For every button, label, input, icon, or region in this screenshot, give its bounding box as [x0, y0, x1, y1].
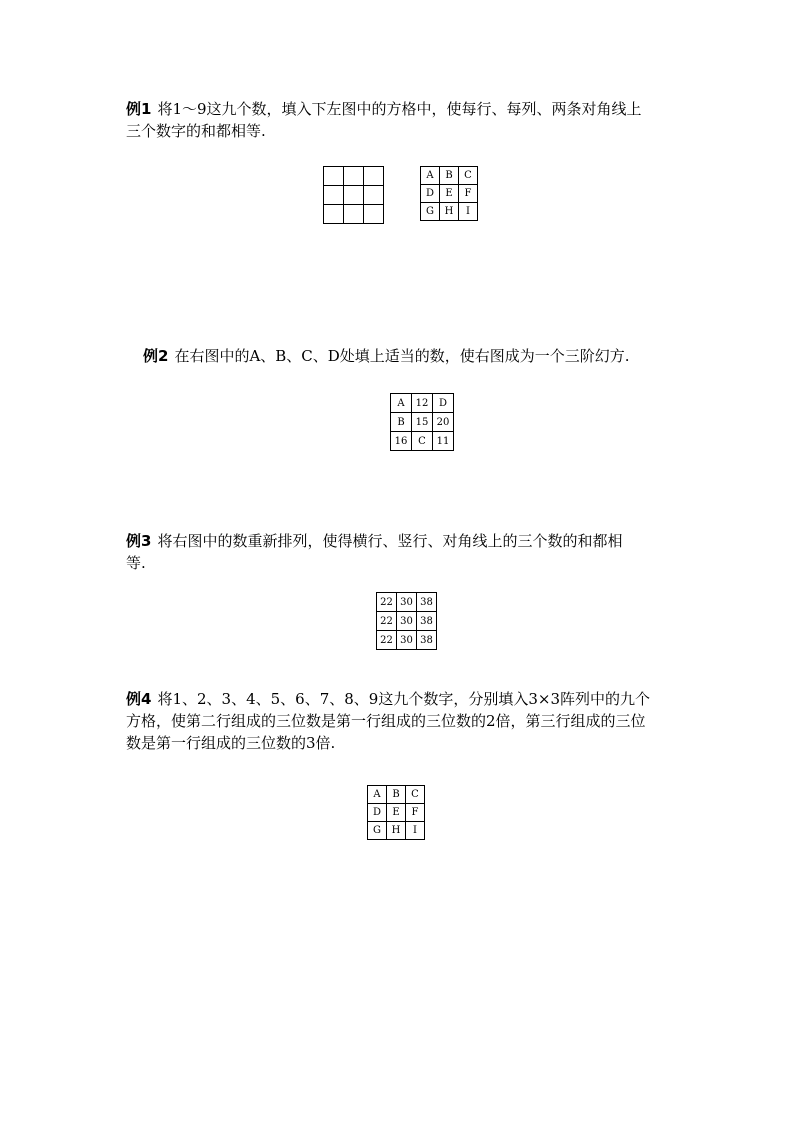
grid-cell: 30	[397, 593, 417, 612]
grid-cell	[324, 167, 344, 186]
grid-cell: E	[387, 804, 406, 822]
example-3-label: 例3	[126, 532, 152, 550]
example-1-line2: 三个数字的和都相等.	[126, 122, 266, 140]
grid-cell: D	[433, 394, 454, 413]
example-4-label: 例4	[126, 690, 152, 708]
grid-cell: G	[368, 822, 387, 840]
example-2-text	[143, 345, 703, 367]
example-3-line1: 将右图中的数重新排列，使得横行、竖行、对角线上的三个数的和都相	[157, 532, 623, 550]
example-4-line2: 方格，使第二行组成的三位数是第一行组成的三位数的2倍，第三行组成的三位	[126, 712, 646, 730]
grid-cell: 38	[417, 612, 437, 631]
example-3-grid	[376, 592, 437, 650]
grid-cell: 22	[377, 593, 397, 612]
grid-cell: F	[406, 804, 425, 822]
grid-cell: H	[387, 822, 406, 840]
grid-cell: 22	[377, 612, 397, 631]
grid-cell: D	[421, 185, 440, 203]
grid-cell	[344, 186, 364, 205]
grid-cell: A	[391, 394, 412, 413]
grid-cell: 38	[417, 593, 437, 612]
grid-cell: 11	[433, 432, 454, 451]
example-4-text	[126, 688, 696, 754]
grid-cell: 15	[412, 413, 433, 432]
grid-cell: B	[391, 413, 412, 432]
grid-cell: 12	[412, 394, 433, 413]
grid-cell	[344, 205, 364, 224]
grid-cell: C	[412, 432, 433, 451]
grid-cell: C	[459, 167, 478, 185]
example-1-empty-grid	[323, 166, 384, 224]
example-3-line2: 等.	[126, 554, 146, 572]
example-2-grid	[390, 393, 454, 451]
example-1-line1: 将1～9这九个数，填入下左图中的方格中，使每行、每列、两条对角线上	[157, 100, 642, 118]
grid-cell: 30	[397, 631, 417, 650]
grid-cell: H	[440, 203, 459, 221]
grid-cell	[364, 186, 384, 205]
grid-cell: 30	[397, 612, 417, 631]
grid-cell: 20	[433, 413, 454, 432]
grid-cell	[324, 186, 344, 205]
grid-cell: E	[440, 185, 459, 203]
example-2-label: 例2	[143, 347, 169, 365]
example-1-label: 例1	[126, 100, 152, 118]
grid-cell: A	[421, 167, 440, 185]
grid-cell: D	[368, 804, 387, 822]
example-3-text	[126, 530, 686, 574]
example-1-text	[126, 98, 686, 142]
grid-cell: G	[421, 203, 440, 221]
example-4-line1: 将1、2、3、4、5、6、7、8、9这九个数字，分别填入3×3阵列中的九个	[157, 690, 650, 708]
grid-cell: F	[459, 185, 478, 203]
grid-cell: C	[406, 786, 425, 804]
grid-cell	[324, 205, 344, 224]
example-1-letter-grid	[420, 166, 478, 221]
example-4-line3: 数是第一行组成的三位数的3倍.	[126, 734, 336, 752]
example-2-line1: 在右图中的A、B、C、D处填上适当的数，使右图成为一个三阶幻方.	[174, 347, 630, 365]
grid-cell	[364, 167, 384, 186]
grid-cell	[344, 167, 364, 186]
grid-cell: I	[459, 203, 478, 221]
grid-cell: A	[368, 786, 387, 804]
example-4-grid	[367, 785, 425, 840]
grid-cell: 38	[417, 631, 437, 650]
grid-cell: B	[387, 786, 406, 804]
grid-cell: I	[406, 822, 425, 840]
grid-cell: 16	[391, 432, 412, 451]
grid-cell: 22	[377, 631, 397, 650]
grid-cell	[364, 205, 384, 224]
grid-cell: B	[440, 167, 459, 185]
